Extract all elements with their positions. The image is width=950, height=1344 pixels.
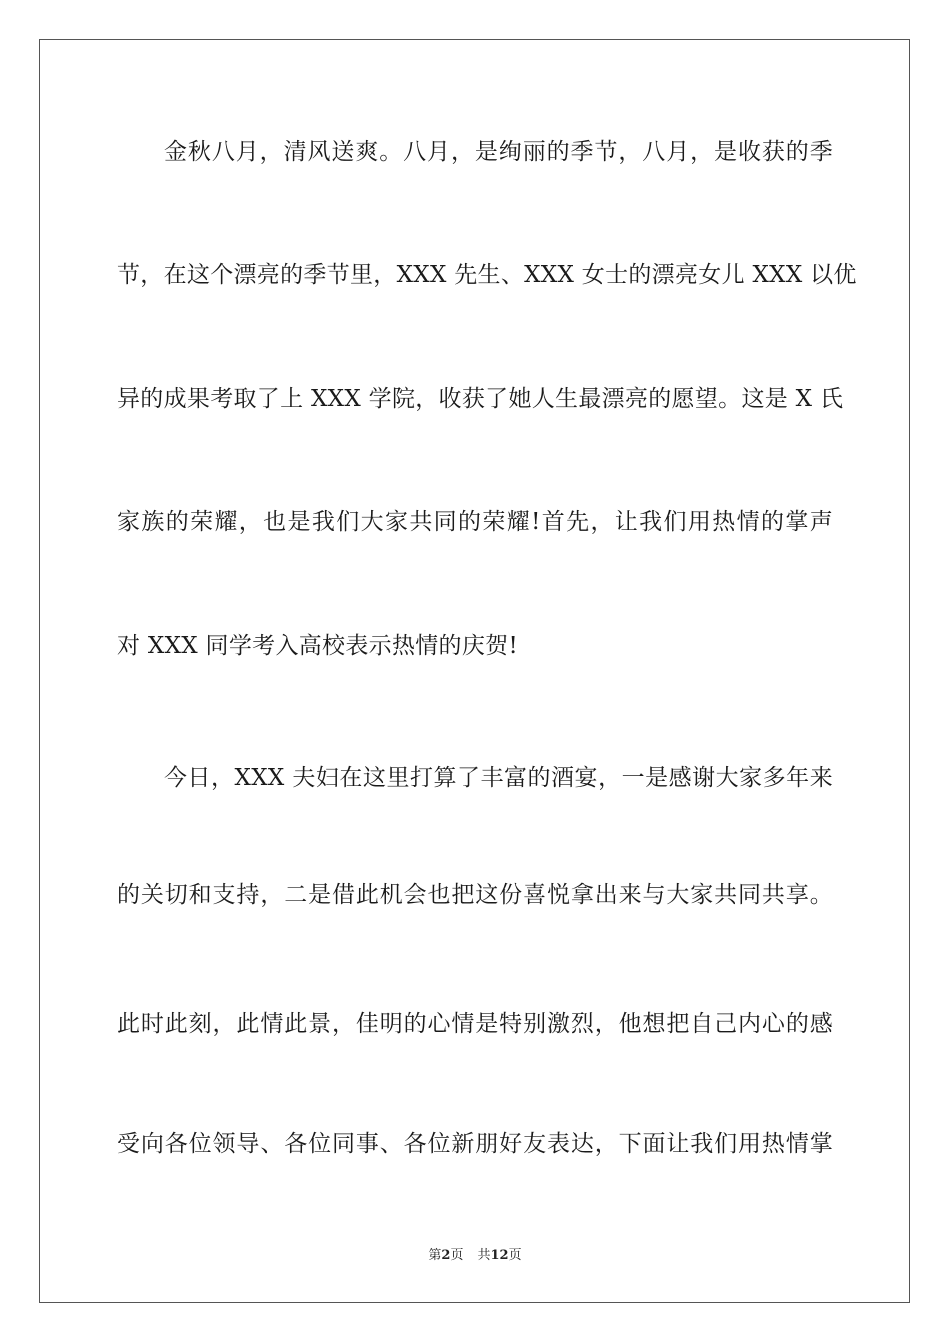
paragraph-2-line-2: 的关切和支持，二是借此机会也把这份喜悦拿出来与大家共同共享。 (117, 882, 833, 908)
paragraph-1-line-2: 节，在这个漂亮的季节里，XXX 先生、XXX 女士的漂亮女儿 XXX 以优 (117, 262, 857, 288)
total-pages: 12 (490, 1248, 509, 1263)
total-suffix: 页 (508, 1248, 522, 1263)
page-prefix: 第 (428, 1248, 442, 1263)
paragraph-2-line-4: 受向各位领导、各位同事、各位新朋好友表达，下面让我们用热情掌 (117, 1131, 833, 1157)
paragraph-2-line-1: 今日，XXX 夫妇在这里打算了丰富的酒宴，一是感谢大家多年来 (164, 765, 833, 791)
page-number: 2 (441, 1248, 451, 1263)
paragraph-1-line-1: 金秋八月，清风送爽。八月，是绚丽的季节，八月，是收获的季 (164, 139, 833, 165)
page-footer (0, 1247, 950, 1265)
paragraph-2-line-3: 此时此刻，此情此景，佳明的心情是特别激烈，他想把自己内心的感 (117, 1011, 833, 1037)
paragraph-1-line-3: 异的成果考取了上 XXX 学院，收获了她人生最漂亮的愿望。这是 X 氏 (117, 386, 844, 412)
paragraph-1-line-5: 对 XXX 同学考入高校表示热情的庆贺! (117, 633, 518, 659)
page-suffix: 页 (450, 1248, 464, 1263)
paragraph-1-line-4: 家族的荣耀，也是我们大家共同的荣耀!首先，让我们用热情的掌声 (117, 509, 833, 535)
page-border (39, 39, 910, 1303)
total-prefix: 共 (477, 1248, 491, 1263)
